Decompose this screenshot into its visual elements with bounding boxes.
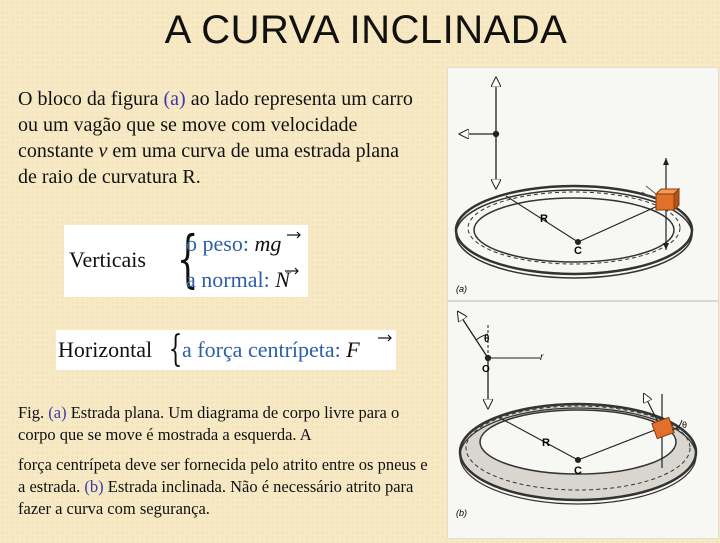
intro-text-3: em uma curva de uma estrada plana de raio de curvatura R. (18, 140, 399, 188)
free-body-diagram-b (458, 312, 540, 408)
curve-diagram (447, 67, 719, 539)
vehicle-block-a (642, 158, 679, 250)
weight-symbol: mg (254, 231, 282, 256)
horizontal-label: Horizontal (58, 337, 153, 362)
caption-fig: Fig. (18, 403, 49, 422)
intro-text-1: O bloco da figura (18, 88, 164, 110)
caption-line-b (18, 454, 430, 520)
horizontal-force-equation (56, 330, 396, 370)
normal-text: a normal: (186, 267, 276, 292)
centripetal-symbol: F (346, 337, 360, 362)
center-label-a: C (574, 245, 582, 257)
banked-road-b (460, 404, 696, 504)
brace-icon: { (176, 222, 199, 295)
center-label-b: C (574, 465, 582, 477)
weight-text: o peso: (186, 231, 255, 256)
free-body-diagram-a (460, 78, 499, 188)
caption-text-a: Estrada plana. Um diagrama de corpo livre para o corpo que se move é mostrada a esquerda. A (18, 403, 400, 444)
normal-symbol: N (275, 267, 290, 292)
intro-ref-a: (a) (163, 88, 186, 110)
panel-label-a: (a) (456, 284, 467, 294)
caption-text-b1: força centrípeta deve ser fornecida pelo atrito entre os pneus e a estrada. (18, 455, 428, 496)
radius-label-b: R (542, 437, 550, 449)
block-icon (656, 194, 674, 210)
radius-label-a: R (540, 213, 548, 225)
axis-label-b: r (540, 352, 544, 363)
figure-caption (18, 402, 430, 520)
slide-title: A CURVA INCLINADA (164, 8, 568, 52)
radius-line-a (506, 196, 662, 245)
intro-paragraph (18, 86, 418, 190)
force-vector-arrow-icon (378, 335, 391, 341)
vertical-forces-equation (64, 222, 308, 297)
intro-text-2: ao lado representa um carro ou um vagão que se move com velocidade constante (18, 88, 413, 162)
centripetal-text: a força centrípeta: (182, 337, 347, 362)
velocity-symbol: v (98, 140, 108, 162)
brace-icon: { (168, 329, 183, 370)
vector-arrows (64, 222, 308, 297)
origin-label-b: O (482, 364, 490, 375)
caption-line-a (18, 402, 430, 446)
panel-label-b: (b) (456, 508, 467, 518)
angle-label-b: θ (484, 334, 490, 345)
angle-label-b2: θ (682, 420, 688, 430)
vertical-label: Verticais (69, 247, 146, 272)
caption-ref-a: (a) (48, 403, 67, 422)
caption-ref-b: (b) (84, 477, 104, 496)
caption-text-b2: Estrada inclinada. Não é necessário atrito para fazer a curva com segurança. (18, 477, 414, 518)
curve-diagram-svg (448, 68, 718, 538)
